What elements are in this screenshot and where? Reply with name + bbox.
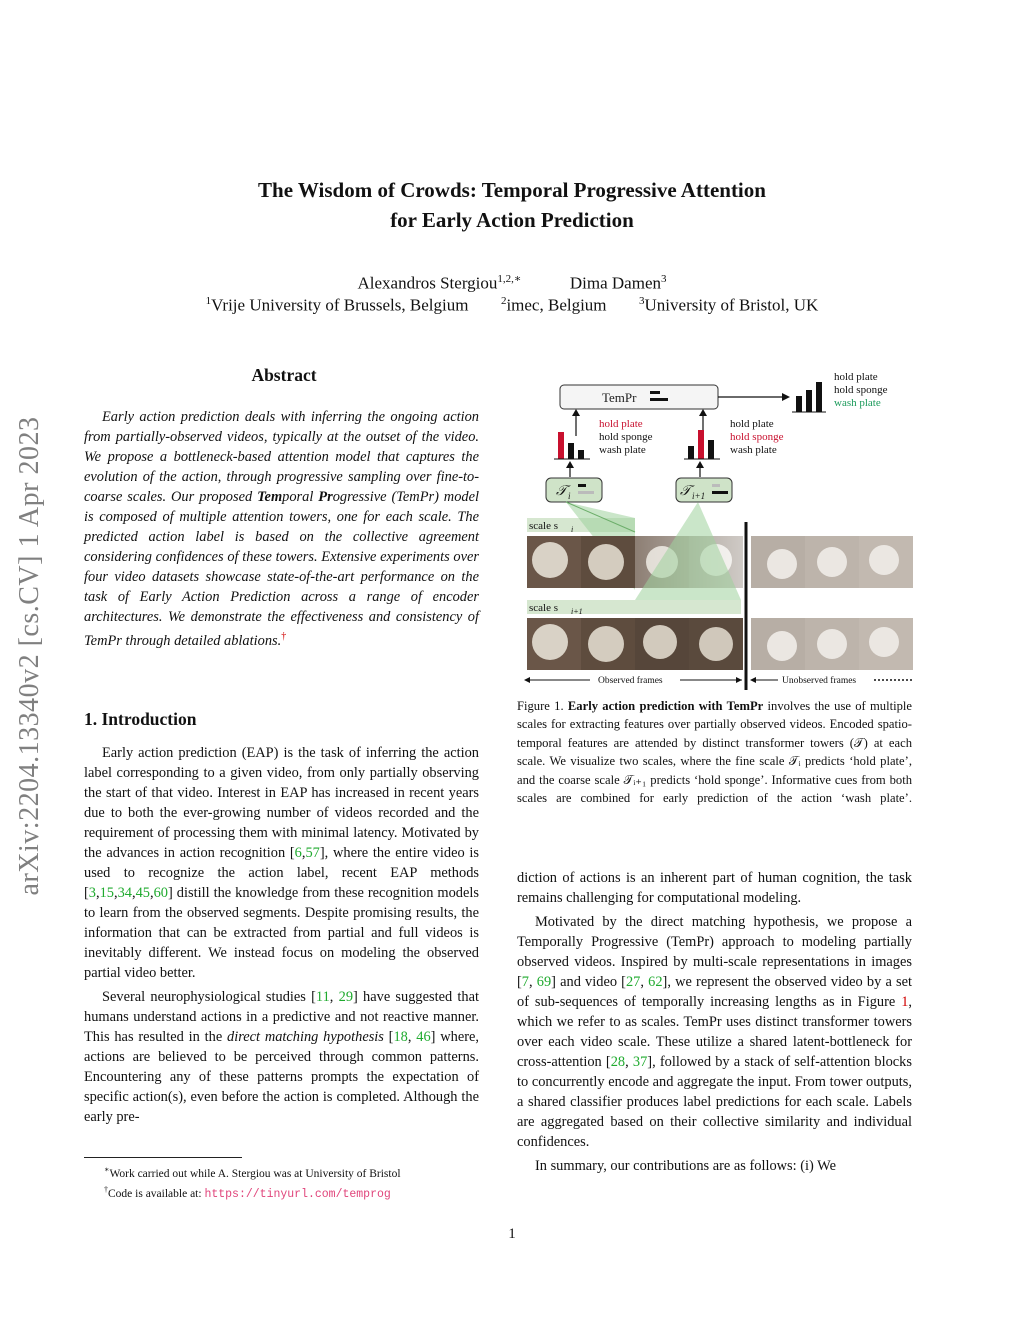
frame-r2-1-plate: [532, 624, 568, 660]
cite-57[interactable]: 57: [305, 845, 320, 861]
affil-1-num: 1: [205, 295, 212, 307]
footnote-1: Work carried out while A. Stergiou was at University of Bristol: [109, 1167, 401, 1180]
cite-18[interactable]: 18: [393, 1029, 408, 1045]
author-2-affil: 3: [661, 273, 667, 285]
frame-r1-5-plate: [767, 549, 797, 579]
out-label-2: hold sponge: [834, 384, 888, 396]
affil-2: imec, Belgium: [506, 295, 607, 315]
intro-p1-a: Early action prediction (EAP) is the task of inferring the action label corresponding to a given video, from only partially observing the start of that video. Interest in EAP has increased in recent years due to both the ever-growing number of videos recorded and the requirement of processing them with minimal latency. Motivated by the advances in action recognition [: [84, 745, 479, 861]
footnote-2-sym: †: [104, 1184, 108, 1194]
intro-p2-b: ] have suggested that humans understand actions in a predictive and not reactive manner. This has resulted in the: [84, 989, 480, 1045]
abstract-heading: Abstract: [251, 365, 317, 385]
tower-i-bar-2: [578, 491, 594, 494]
frame-r2-3-plate: [643, 625, 677, 659]
author-list: [0, 272, 1024, 294]
mid-bar-3: [708, 440, 714, 459]
mid-label-3: wash plate: [730, 444, 777, 456]
intro-heading: 1. Introduction: [84, 709, 197, 729]
right-p2-a: Motivated by the direct matching hypothesis, we propose a Temporally Progressive (TemPr) approach to modeling partially observed videos. Inspired by multi-scale representations in images [: [517, 914, 912, 990]
intro-p1-b: ], where the entire video is used to recognize the action label, recent EAP methods [: [84, 845, 479, 901]
affil-3: University of Bristol, UK: [644, 295, 819, 315]
tower-i: [546, 478, 602, 502]
cite-27[interactable]: 27: [625, 974, 641, 990]
arxiv-stamp: arXiv:2204.13340v2 [cs.CV] 1 Apr 2023: [14, 416, 45, 896]
figure-ref-1[interactable]: 1: [901, 994, 909, 1010]
cite-45[interactable]: 45: [135, 885, 150, 901]
right-p3: In summary, our contributions are as follows: (i) We: [535, 1158, 836, 1174]
mid-label-2: hold sponge: [730, 431, 784, 443]
abstract-text-3: ogressive (TemPr) model is composed of multiple attention towers, one for each scale. The predicted action label is based on the collective agreement considering confidences of these towers. Extensive experiments over four video datasets showcase state-of-the-art performance on the task of Early Action Prediction across a range of encoder architectures. We demonstrate the effectiveness and consistency of TemPr through detailed ablations.: [84, 489, 479, 649]
out-bar-1: [796, 396, 802, 412]
figure-1: [520, 360, 920, 695]
tower-i-sub: i: [568, 491, 571, 501]
caption-lead: Figure 1.: [517, 699, 568, 713]
out-bar-3: [816, 382, 822, 412]
frame-r1-7-plate: [869, 545, 899, 575]
right-p1: diction of actions is an inherent part of human cognition, the task remains challenging for computational modeling.: [517, 870, 912, 906]
left-bar-3: [578, 450, 584, 459]
cite-37[interactable]: 37: [632, 1054, 648, 1070]
footnote-2: Code is available at:: [108, 1187, 205, 1200]
cite-69[interactable]: 69: [536, 974, 552, 990]
left-bar-2: [568, 443, 574, 459]
mid-label-1: hold plate: [730, 418, 774, 430]
scale-si1-band: [527, 600, 741, 614]
out-label-1: hold plate: [834, 371, 878, 383]
intro-p2-a: Several neurophysiological studies [: [102, 989, 316, 1005]
arrow-up-left-head: [572, 409, 580, 416]
observed-label: Observed frames: [598, 676, 663, 686]
cite-15[interactable]: 15: [99, 885, 114, 901]
cite-6[interactable]: 6: [294, 845, 302, 861]
abstract-body: [84, 407, 479, 671]
footnotes: [104, 1162, 484, 1203]
frame-r1-1-plate: [532, 542, 568, 578]
author-2: Dima Damen: [569, 273, 661, 293]
page-number: 1: [508, 1226, 516, 1242]
tempr-bar-2: [650, 398, 668, 401]
right-column-body: diction of actions is an inherent part of human cognition, the task remains challenging for computational modeling. Motivated by the direct matching hypothesis, we propose a Temporally Progressive (TemPr) approach to modeling partially observed videos. Inspired by multi-scale representations in images [7, 69] and video [27, 62], we represent the observed video by a set of sub-sequences of temporally increasing lengths as in Figure 1, which we refer to as scales. TemPr uses distinct transformer towers over each video scale. These utilize a shared latent-bottleneck for cross-attention [28, 37], followed by a stack of self-attention blocks to concurrently encode and aggregate the input. From tower outputs, a shared classifier produces label predictions for each scale. Labels are aggregated based on their collective similarity and individual confidences. In summary, our contributions are as follows: (i) We: [517, 870, 912, 1174]
tempr-box: [560, 385, 718, 409]
tower-i-bar-1: [578, 484, 586, 487]
affil-3-num: 3: [639, 295, 645, 307]
right-p2-c: ], we represent the observed video by a set of sub-sequences of temporally increasing lengths as in Figure: [517, 974, 912, 1010]
unobserved-arrow-head: [750, 677, 756, 683]
tempr-bar-1: [650, 391, 660, 394]
abstract-bold-1: Tem: [257, 489, 283, 505]
abstract-text-2: poral: [282, 489, 319, 505]
tower-i1-bar-2: [712, 491, 728, 494]
caption-bold: Early action prediction with TemPr: [567, 699, 764, 713]
title-line-2: for Early Action Prediction: [390, 208, 634, 232]
figure-1-caption: [517, 697, 912, 826]
tower-i-symbol: 𝒯: [556, 484, 567, 499]
arrow-tower-right-head: [696, 461, 704, 468]
author-1-affil: 1,2,∗: [497, 273, 522, 285]
footnote-rule: [84, 1157, 242, 1158]
out-label-3: wash plate: [834, 397, 881, 409]
cite-34[interactable]: 34: [117, 885, 132, 901]
frame-r2-5-plate: [767, 631, 797, 661]
intro-body: Early action prediction (EAP) is the task of inferring the action label corresponding to a given video, from only partially observing the start of that video. Interest in EAP has increased in recent years due to both the ever-growing number of videos recorded and the requirement of processing them with minimal latency. Motivated by the advances in action recognition [6,57], where the entire video is used to recognize the action label, recent EAP methods [3,15,34,45,60] distill the knowledge from these recognition models to learn from the observed segments. Despite promising results, the information that can be extracted from partial and full videos is inevitably different. We instead focus on modeling the observed partial video better. Several neurophysiological studies [11, 29] have suggested that humans understand actions in a predictive and not reactive manner. This has resulted in the direct matching hypothesis [18, 46] where, actions are believed to be perceived through common patterns. Encountering any of these patterns prompts the expectation of specific action(s), even before the action is completed. Although the early pre-: [84, 745, 480, 1125]
author-1: Alexandros Stergiou: [357, 273, 498, 293]
right-p2-b: ] and video [: [551, 974, 626, 990]
cite-3[interactable]: 3: [88, 885, 96, 901]
cite-60[interactable]: 60: [153, 885, 168, 901]
left-label-1: hold plate: [599, 418, 643, 430]
mid-bar-1: [688, 446, 694, 459]
cite-7[interactable]: 7: [521, 974, 529, 990]
intro-p2-d: ] where, actions are believed to be perceived through common patterns. Encountering any of these patterns prompts the expectation of specific action(s), even before the action is completed. Although the early pre-: [84, 1029, 479, 1125]
cite-11[interactable]: 11: [315, 989, 330, 1005]
footnote-1-sym: ∗: [104, 1165, 110, 1174]
scale-si-label: scale s: [529, 520, 559, 532]
cite-46[interactable]: 46: [416, 1029, 431, 1045]
abstract-bold-2: Pr: [318, 489, 333, 505]
frame-r2-7-plate: [869, 627, 899, 657]
right-p2-d: , which we refer to as scales. TemPr uses distinct transformer towers over each video scale. These utilize a shared latent-bottleneck for cross-attention [: [517, 994, 912, 1070]
frame-r1-6-plate: [817, 547, 847, 577]
out-bar-2: [806, 390, 812, 412]
title-line-1: The Wisdom of Crowds: Temporal Progressive Attention: [258, 178, 766, 202]
abstract-dagger: †: [281, 631, 287, 642]
affil-2-num: 2: [500, 295, 507, 307]
caption-text: involves the use of multiple scales for extracting features over partially observed videos. Encoded spatio-temporal features are attended by distinct transformer towers (𝒯) at each scale. We visualize two scales, where the fine scale 𝒯ᵢ predicts ‘hold plate’, and the coarse scale 𝒯ᵢ₊₁ predicts ‘hold sponge’. Informative cues from both scales are combined for early prediction of the action ‘wash plate’.: [517, 699, 912, 806]
right-p2-e: ], followed by a stack of self-attention blocks to concurrently encode and aggregate the input. From tower outputs, a shared classifier produces label predictions for each scale. Labels are aggregated based on their collective similarity and individual confidences.: [517, 1054, 912, 1150]
scale-si-sub: i: [571, 525, 574, 534]
affiliations: [0, 295, 1024, 316]
cite-28[interactable]: 28: [610, 1054, 626, 1070]
arrow-to-output-head: [782, 393, 790, 401]
code-link[interactable]: https://tinyurl.com/temprog: [204, 1187, 391, 1201]
frame-r2-2-plate: [588, 626, 624, 662]
left-label-3: wash plate: [599, 444, 646, 456]
observed-arrow-left-head: [524, 677, 530, 683]
cite-29[interactable]: 29: [338, 989, 354, 1005]
affil-1: Vrije University of Brussels, Belgium: [211, 295, 469, 315]
mid-bar-2: [698, 430, 704, 459]
arrow-tower-left-head: [566, 461, 574, 468]
tempr-label: TemPr: [602, 390, 637, 405]
tower-i1-bar-1: [712, 484, 720, 487]
tower-i1-sub: i+1: [692, 491, 706, 501]
scale-si1-sub: i+1: [571, 607, 583, 616]
frame-r1-2-plate: [588, 544, 624, 580]
unobserved-label: Unobserved frames: [782, 676, 857, 686]
paper-title: [0, 175, 1024, 235]
left-bar-1: [558, 432, 564, 459]
intro-p2-c: [: [383, 1029, 394, 1045]
intro-p1-c: ] distill the knowledge from these recognition models to learn from the observed segments. Despite promising results, the information that can be extracted from partial and full videos is inevitably different. We instead focus on modeling the observed partial video better.: [84, 885, 479, 981]
frame-r2-4-plate: [699, 627, 733, 661]
arrow-up-right-head: [699, 409, 707, 416]
left-label-2: hold sponge: [599, 431, 653, 443]
abstract-text-1: Early action prediction deals with inferring the ongoing action from partially-observed videos, typically at the outset of the video. We propose a bottleneck-based attention model that captures the evolution of the action, through progressive sampling over fine-to-coarse scales. Our proposed: [84, 409, 479, 505]
frame-r2-6-plate: [817, 629, 847, 659]
scale-si1-label: scale s: [529, 602, 559, 614]
observed-arrow-right-head: [736, 677, 742, 683]
tower-i1-symbol: 𝒯: [680, 484, 691, 499]
intro-p2-italic: direct matching hypothesis: [227, 1029, 384, 1045]
cite-62[interactable]: 62: [648, 974, 663, 990]
